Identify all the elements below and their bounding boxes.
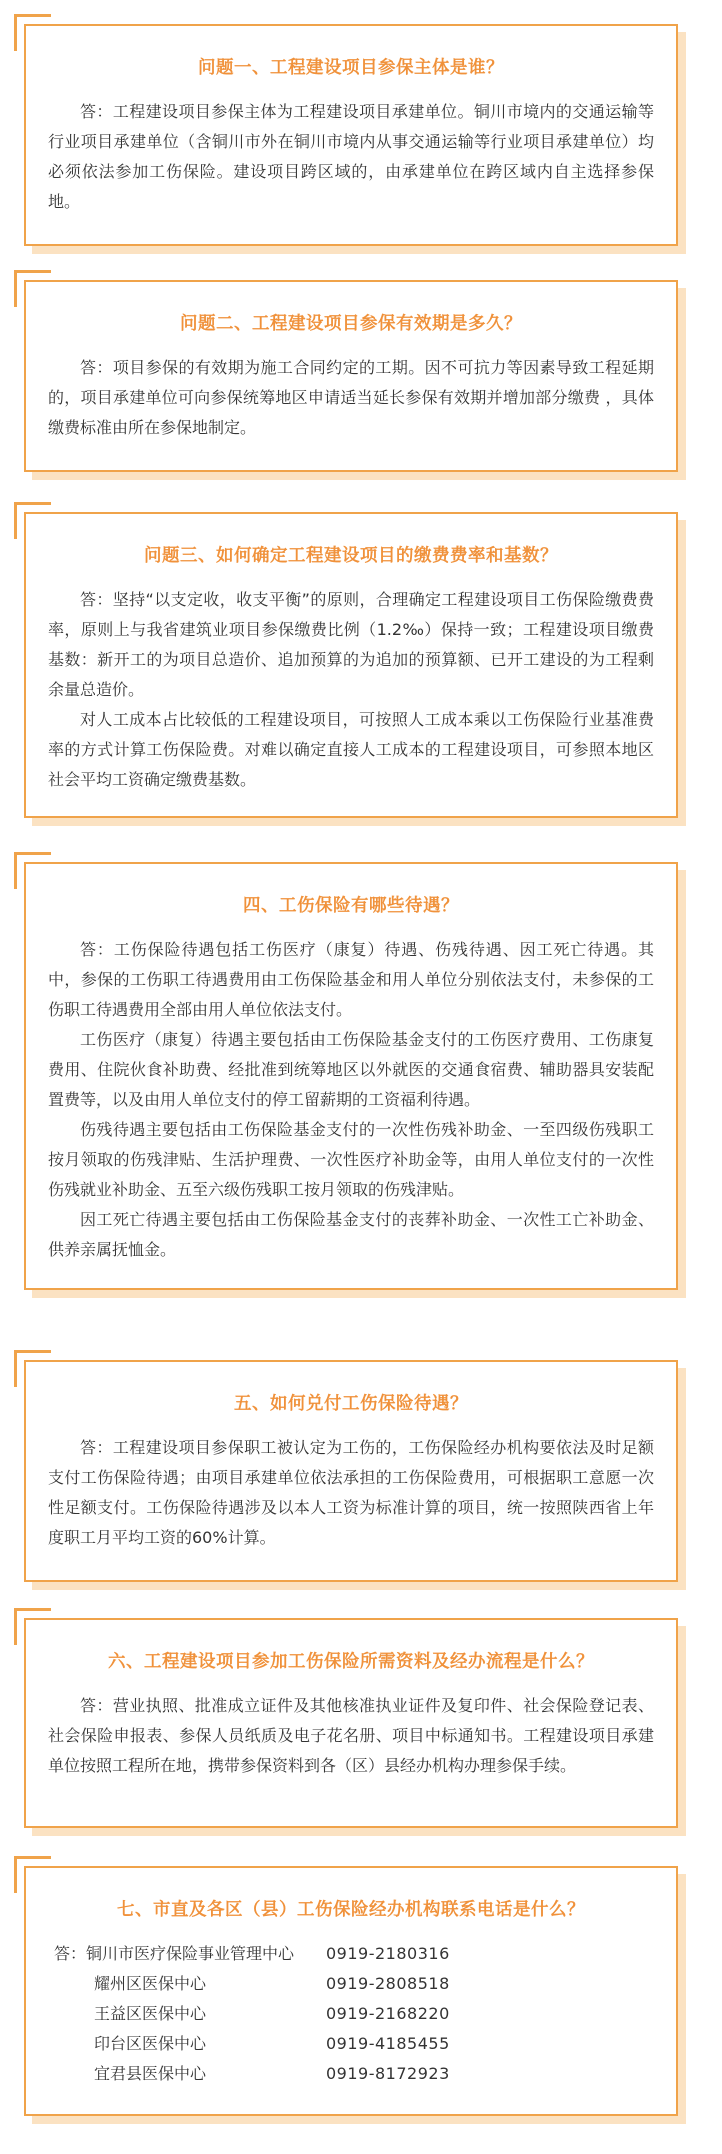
faq-title: 七、市直及各区（县）工伤保险经办机构联系电话是什么？ bbox=[117, 1900, 585, 1920]
faq-card-3 bbox=[24, 512, 678, 818]
faq-title: 四、工伤保险有哪些待遇？ bbox=[243, 896, 459, 916]
answer-paragraph: 因工死亡待遇主要包括由工伤保险基金支付的丧葬补助金、一次性工亡补助金、供养亲属抚恤金。 bbox=[48, 1210, 654, 1259]
contact-list bbox=[48, 1939, 654, 2089]
contact-phone: 0919-2180316 bbox=[326, 1944, 450, 1963]
contact-name: 印台区医保中心 bbox=[94, 2034, 207, 2053]
faq-title: 问题一、工程建设项目参保主体是谁？ bbox=[198, 58, 504, 78]
faq-answer bbox=[48, 1433, 654, 1553]
contact-name-cell bbox=[54, 1939, 326, 1969]
contact-row bbox=[54, 2029, 450, 2059]
corner-accent bbox=[14, 852, 51, 889]
corner-accent bbox=[14, 14, 51, 51]
contact-name: 王益区医保中心 bbox=[94, 2004, 207, 2023]
corner-accent bbox=[14, 1856, 51, 1893]
contact-phone: 0919-8172923 bbox=[326, 2064, 450, 2083]
answer-paragraph: 答：工程建设项目参保职工被认定为工伤的，工伤保险经办机构要依法及时足额支付工伤保险待遇；由项目承建单位依法承担的工伤保险费用，可根据职工意愿一次性足额支付。工伤保险待遇涉及以本人工资为标准计算的项目，统一按照陕西省上年度职工月平均工资的60%计算。 bbox=[48, 1438, 654, 1547]
faq-card-5 bbox=[24, 1360, 678, 1582]
answer-paragraph: 答：坚持“以支定收，收支平衡”的原则，合理确定工程建设项目工伤保险缴费费率，原则上与我省建筑业项目参保缴费比例（1.2‰）保持一致；工程建设项目缴费基数：新开工的为项目总造价、追加预算的为追加的预算额、已开工建设的为工程剩余量总造价。 bbox=[48, 590, 654, 699]
faq-answer bbox=[48, 935, 654, 1265]
contact-row bbox=[54, 1999, 450, 2029]
answer-paragraph: 伤残待遇主要包括由工伤保险基金支付的一次性伤残补助金、一至四级伤残职工按月领取的伤残津贴、生活护理费、一次性医疗补助金等，由用人单位支付的一次性伤残就业补助金、五至六级伤残职工按月领取的伤残津贴。 bbox=[48, 1120, 654, 1199]
contact-phone: 0919-2168220 bbox=[326, 2004, 450, 2023]
faq-title: 问题二、工程建设项目参保有效期是多久？ bbox=[180, 314, 522, 334]
answer-paragraph: 工伤医疗（康复）待遇主要包括由工伤保险基金支付的工伤医疗费用、工伤康复费用、住院伙食补助费、经批准到统筹地区以外就医的交通食宿费、辅助器具安装配置费等，以及由用人单位支付的停工留薪期的工资福利待遇。 bbox=[48, 1030, 654, 1109]
faq-card-6 bbox=[24, 1618, 678, 1828]
faq-card-2 bbox=[24, 280, 678, 472]
faq-title: 五、如何兑付工伤保险待遇？ bbox=[234, 1394, 468, 1414]
faq-card-7 bbox=[24, 1866, 678, 2116]
contact-row bbox=[54, 2059, 450, 2089]
contact-name: 耀州区医保中心 bbox=[94, 1974, 207, 1993]
faq-card-1 bbox=[24, 24, 678, 246]
answer-paragraph: 答：项目参保的有效期为施工合同约定的工期。因不可抗力等因素导致工程延期的，项目承建单位可向参保统筹地区申请适当延长参保有效期并增加部分缴费 ，具体缴费标准由所在参保地制定。 bbox=[48, 358, 654, 437]
answer-paragraph: 答：营业执照、批准成立证件及其他核准执业证件及复印件、社会保险登记表、社会保险申报表、参保人员纸质及电子花名册、项目中标通知书。工程建设项目承建单位按照工程所在地，携带参保资料到各（区）县经办机构办理参保手续。 bbox=[48, 1696, 654, 1775]
answer-paragraph: 答：工程建设项目参保主体为工程建设项目承建单位。铜川市境内的交通运输等行业项目承建单位（含铜川市外在铜川市境内从事交通运输等行业项目承建单位）均必须依法参加工伤保险。建设项目跨区域的，由承建单位在跨区域内自主选择参保地。 bbox=[48, 102, 654, 211]
contact-row bbox=[54, 1969, 450, 1999]
corner-accent bbox=[14, 1350, 51, 1387]
corner-accent bbox=[14, 270, 51, 307]
answer-paragraph: 答：工伤保险待遇包括工伤医疗（康复）待遇、伤残待遇、因工死亡待遇。其中，参保的工伤职工待遇费用由工伤保险基金和用人单位分别依法支付，未参保的工伤职工待遇费用全部由用人单位依法支付。 bbox=[48, 940, 654, 1019]
answer-paragraph: 对人工成本占比较低的工程建设项目，可按照人工成本乘以工伤保险行业基准费率的方式计算工伤保险费。对难以确定直接人工成本的工程建设项目，可参照本地区社会平均工资确定缴费基数。 bbox=[48, 710, 654, 789]
faq-card-4 bbox=[24, 862, 678, 1290]
contact-phone: 0919-4185455 bbox=[326, 2034, 450, 2053]
answer-prefix: 答： bbox=[54, 1944, 87, 1963]
contact-name: 铜川市医疗保险事业管理中心 bbox=[86, 1944, 295, 1963]
contact-table bbox=[54, 1939, 450, 2089]
contact-name: 宜君县医保中心 bbox=[94, 2064, 207, 2083]
contact-phone: 0919-2808518 bbox=[326, 1974, 450, 1993]
faq-answer bbox=[48, 585, 654, 795]
contact-row bbox=[54, 1939, 450, 1969]
faq-title: 问题三、如何确定工程建设项目的缴费费率和基数？ bbox=[144, 546, 558, 566]
faq-answer bbox=[48, 1691, 654, 1781]
corner-accent bbox=[14, 1608, 51, 1645]
faq-title: 六、工程建设项目参加工伤保险所需资料及经办流程是什么？ bbox=[108, 1652, 594, 1672]
faq-answer bbox=[48, 97, 654, 217]
corner-accent bbox=[14, 502, 51, 539]
faq-answer bbox=[48, 353, 654, 443]
